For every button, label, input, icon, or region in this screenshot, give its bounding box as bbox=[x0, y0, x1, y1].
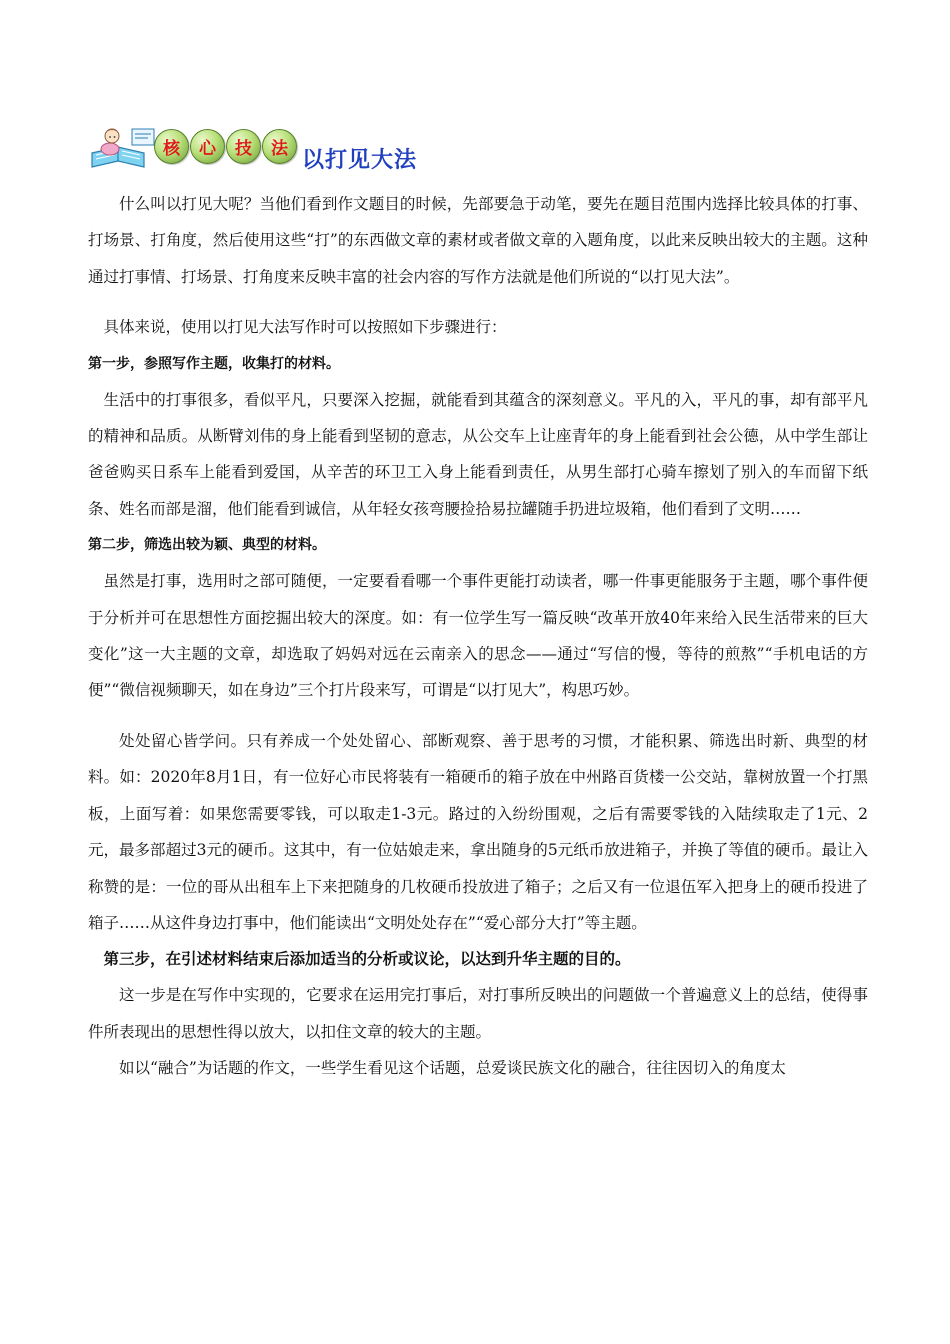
step-1-heading: 第一步，参照写作主题，收集打的材料。 bbox=[88, 355, 340, 372]
badge-he: 核 bbox=[154, 129, 189, 164]
badge-fa: 法 bbox=[262, 129, 297, 164]
badge-ji: 技 bbox=[226, 129, 261, 164]
paragraph-example: 处处留心皆学问。只有养成一个处处留心、部断观察、善于思考的习惯，才能积累、筛选出时新、典型的材料。如：2020年8月1日，有一位好心市民将装有一箱硬币的箱子放在中州路百货楼一公交站，靠树放置一个打黑板，上面写着：如果您需要零钱，可以取走1-3元。路过的入纷纷围观，之后有需要零钱的入陆续取走了1元、2元，最多部超过3元的硬币。这其中，有一位姑娘走来，拿出随身的5元纸币放进箱子，并换了等值的硬币。最让入称赞的是：一位的哥从出租车上下来把随身的几枚硬币投放进了箱子；之后又有一位退伍军入把身上的硬币投进了箱子……从这件身边打事中，他们能读出“文明处处存在”“爱心部分大打”等主题。 bbox=[88, 731, 868, 932]
badge-xin: 心 bbox=[190, 129, 225, 164]
paragraph-step-3: 这一步是在写作中实现的，它要求在运用完打事后，对打事所反映出的问题做一个普遍意义上的总结，使得事件所表现出的思想性得以放大，以扣住文章的较大的主题。 bbox=[88, 986, 868, 1041]
paragraph-step-1: 生活中的打事很多，看似平凡，只要深入挖掘，就能看到其蕴含的深刻意义。平凡的入，平凡的事，却有部平凡的精神和品质。从断臂刘伟的身上能看到坚韧的意志，从公交车上让座青年的身上能看到社会公德，从中学生部让爸爸购买日系车上能看到爱国，从辛苦的环卫工入身上能看到责任，从男生部打心骑车擦划了别入的车而留下纸条、姓名而部是溜，他们能看到诚信，从年轻女孩弯腰捡拾易拉罐随手扔进垃圾箱，他们看到了文明…… bbox=[88, 390, 868, 518]
section-title: 以打见大法 bbox=[302, 148, 418, 173]
paragraph-intro: 什么叫以打见大呢？当他们看到作文题目的时候，先部要急于动笔，要先在题目范围内选择比较具体的打事、打场景、打角度，然后使用这些“打”的东西做文章的素材或者做文章的入题角度，以此来反映出较大的主题。这种通过打事情、打场景、打角度来反映丰富的社会内容的写作方法就是他们所说的“以打见大法”。 bbox=[88, 195, 868, 286]
paragraph-fusion: 如以“融合”为话题的作文，一些学生看见这个话题，总爱谈民族文化的融合，往往因切入的角度太 bbox=[119, 1059, 786, 1078]
article-body bbox=[88, 186, 868, 1087]
reading-person-icon bbox=[88, 123, 158, 171]
section-header bbox=[88, 123, 508, 175]
step-3-heading: 第三步，在引述材料结束后添加适当的分析或议论，以达到升华主题的目的。 bbox=[103, 950, 631, 969]
badge-group bbox=[154, 129, 298, 164]
paragraph-steps-lead: 具体来说，使用以打见大法写作时可以按照如下步骤进行： bbox=[103, 318, 507, 337]
step-2-heading: 第二步，筛选出较为颖、典型的材料。 bbox=[88, 537, 326, 554]
paragraph-step-2: 虽然是打事，选用时之部可随便，一定要看看哪一个事件更能打动读者，哪一件事更能服务于主题，哪个事件便于分析并可在思想性方面挖掘出较大的深度。如：有一位学生写一篇反映“改革开放40年来给入民生活带来的巨大变化”这一大主题的文章，却选取了妈妈对远在云南亲入的思念——通过“写信的慢，等待的煎熬”“手机电话的方便”“微信视频聊天，如在身边”三个打片段来写，可谓是“以打见大”，构思巧妙。 bbox=[88, 572, 868, 700]
